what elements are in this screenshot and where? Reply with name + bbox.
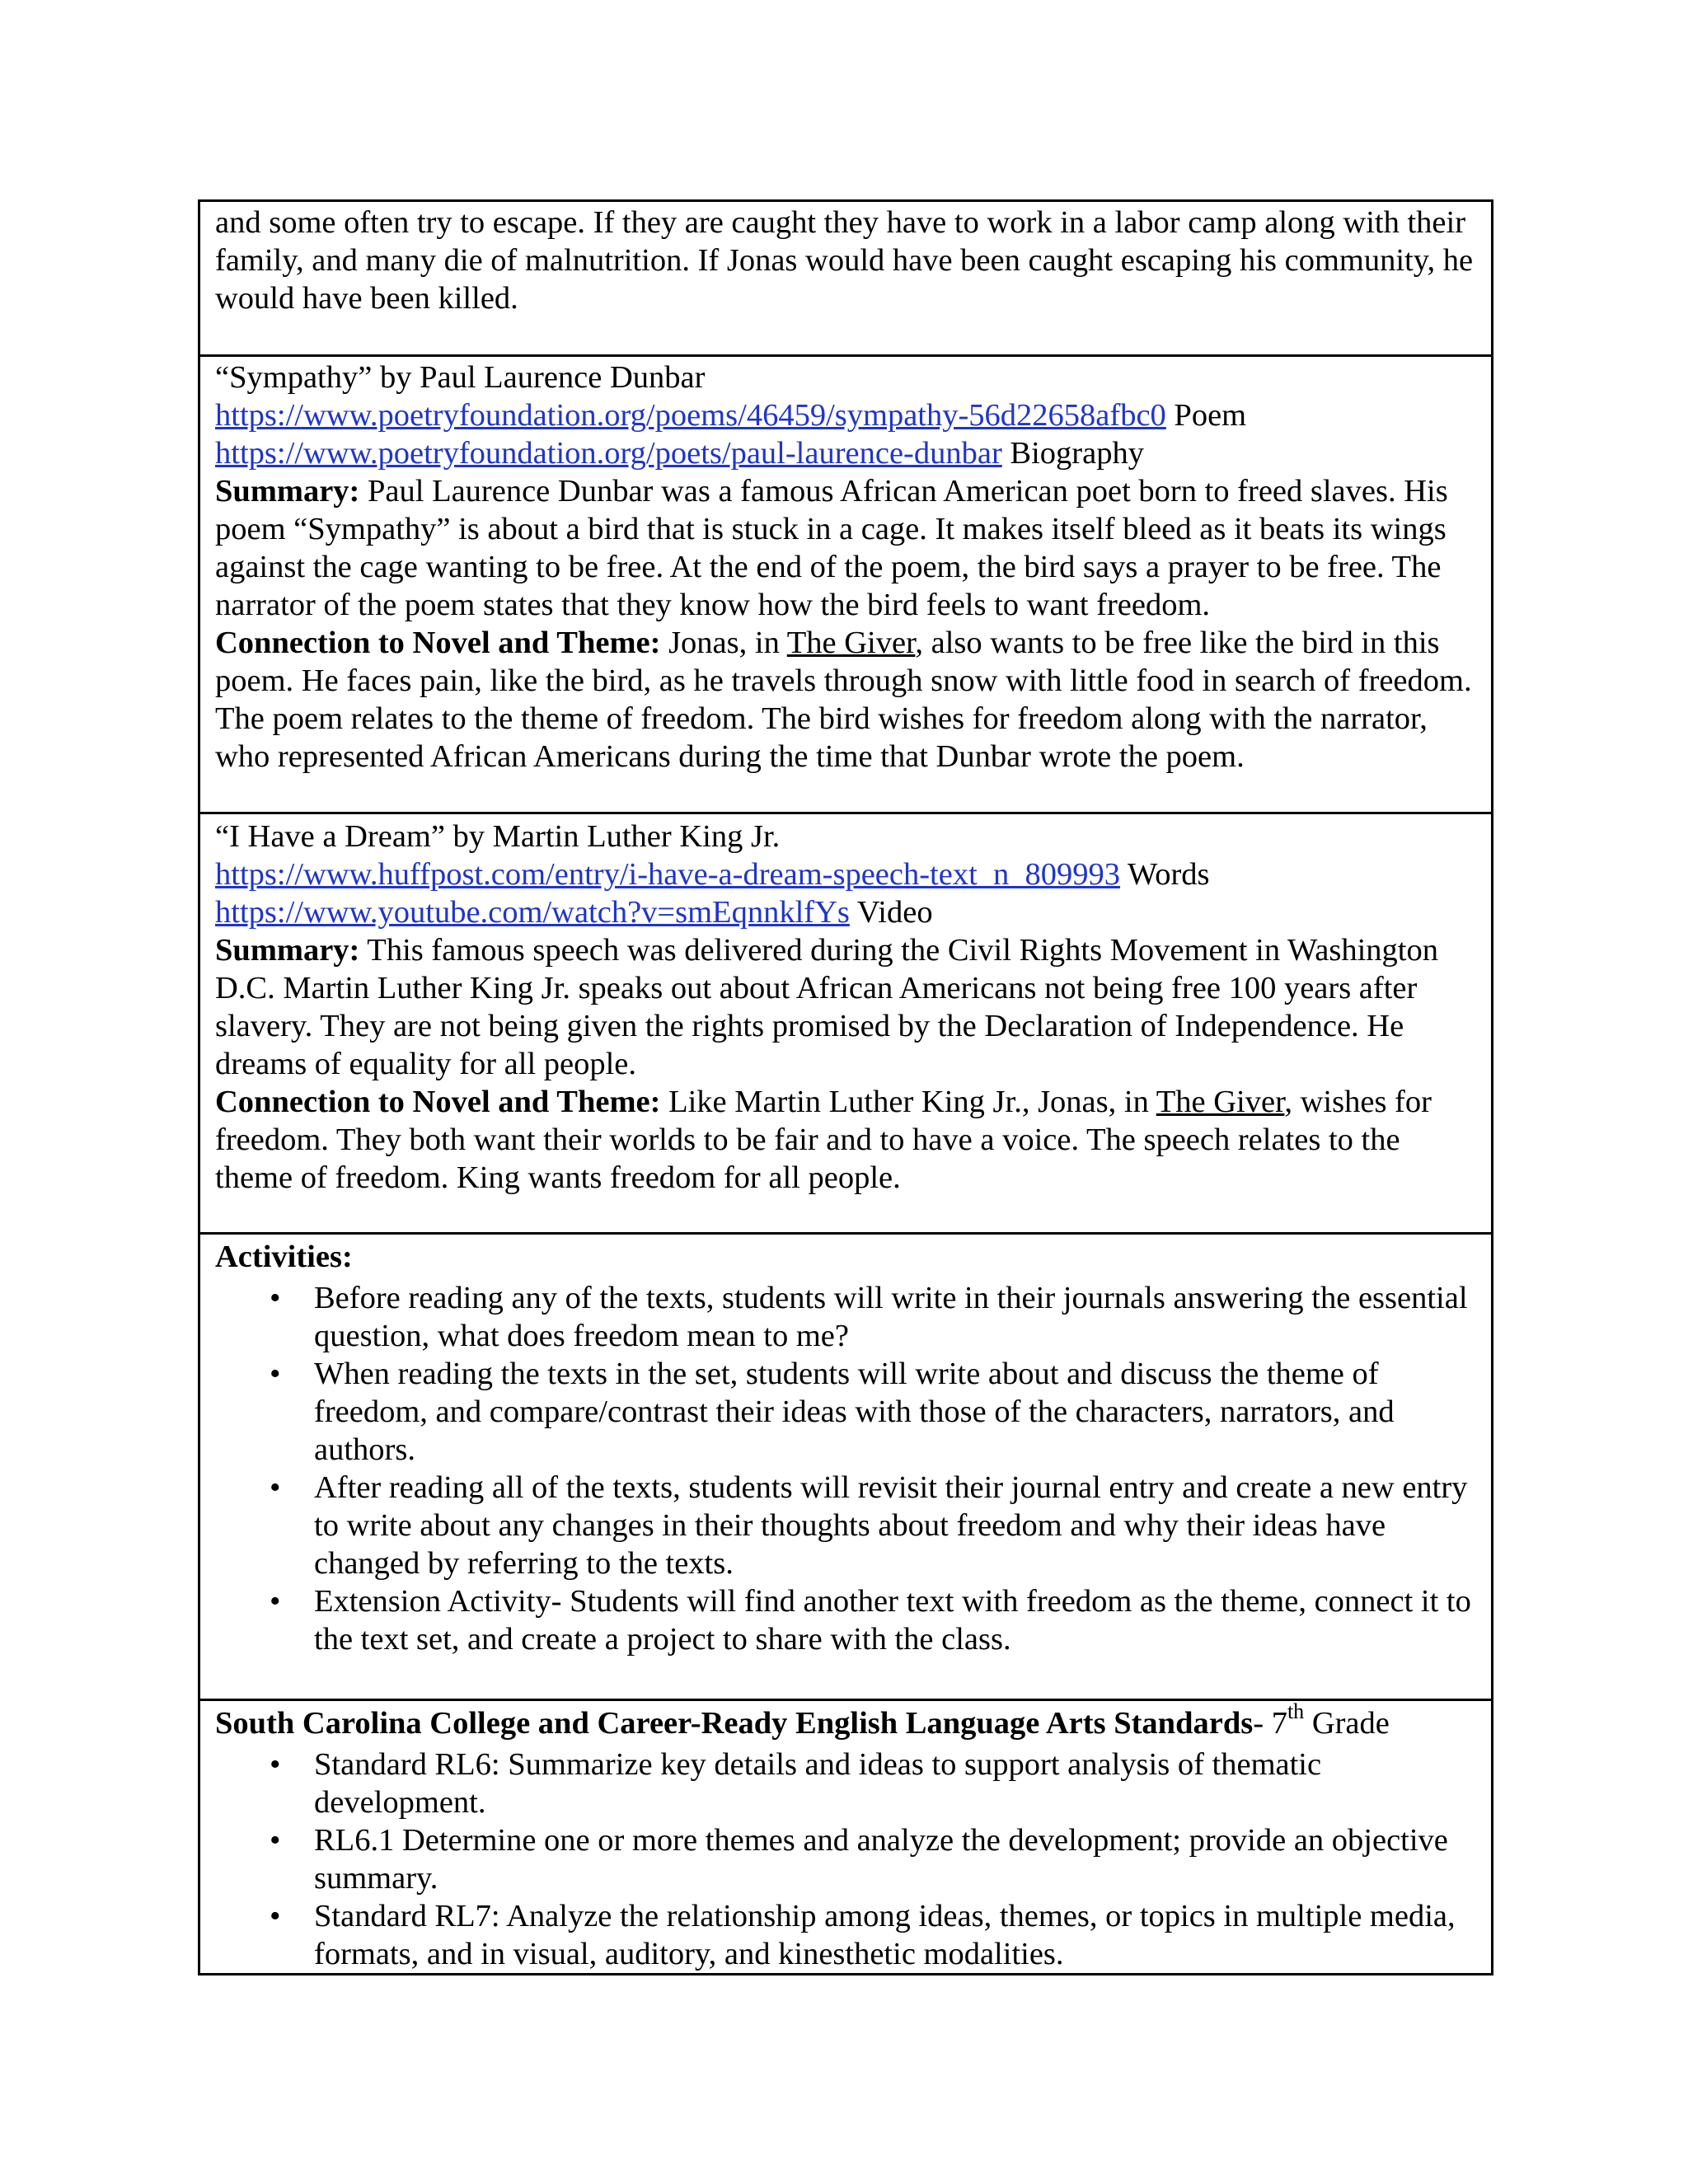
activities-cell: [200, 1235, 1491, 1701]
list-item: [215, 1355, 1476, 1469]
sympathy-poem-suffix: Poem: [1165, 398, 1247, 433]
bullet-icon: •: [270, 1899, 281, 1933]
connection-post: , wishes for freedom. They both want their worlds to be fair and to have a voice. The speech relates to the theme of freedom. King wants freedom for all people.: [215, 1085, 1432, 1195]
list-item-text: RL6.1 Determine one or more themes and analyze the development; provide an objective summary.: [314, 1823, 1448, 1896]
sympathy-connection: [215, 624, 1476, 776]
bullet-icon: •: [270, 1357, 281, 1391]
grade-ordinal: th: [1287, 1701, 1305, 1724]
dream-words-line: [215, 855, 1476, 893]
sympathy-summary: [215, 472, 1476, 624]
bullet-icon: •: [270, 1470, 281, 1505]
novel-title: The Giver: [786, 626, 916, 660]
sympathy-bio-suffix: Biography: [1001, 436, 1144, 471]
standards-heading: [215, 1701, 1476, 1742]
dream-heading: “I Have a Dream” by Martin Luther King Jr.: [215, 819, 781, 854]
list-item: [215, 1746, 1476, 1821]
list-item: [215, 1469, 1476, 1582]
activities-label-text: Activities:: [215, 1240, 353, 1274]
dream-connection: [215, 1083, 1476, 1197]
list-item: [215, 1897, 1476, 1973]
activities-list: [215, 1279, 1476, 1658]
bullet-icon: •: [270, 1584, 281, 1619]
list-item-text: After reading all of the texts, students will revisit their journal entry and create a new entry to write about any changes in their thoughts about freedom and why their ideas have changed by referring to the texts.: [314, 1470, 1468, 1581]
continuation-cell: [200, 202, 1491, 357]
continuation-text: and some often try to escape. If they are caught they have to work in a labor camp along with their family, and many die of malnutrition. If Jonas would have been caught escaping his community, he would have been killed.: [215, 205, 1474, 316]
list-item: [215, 1279, 1476, 1355]
dream-video-suffix: Video: [849, 895, 933, 930]
summary-text: Paul Laurence Dunbar was a famous African American poet born to freed slaves. His poem “Sympathy” is about a bird that is stuck in a cage. It makes itself bleed as it beats its wings against the cage wanting to be free. At the end of the poem, the bird says a prayer to be free. The narrator of the poem states that they know how the bird feels to want freedom.: [215, 474, 1448, 622]
sympathy-poem-line: [215, 396, 1476, 434]
dream-video-line: [215, 893, 1476, 931]
novel-title: The Giver: [1156, 1085, 1285, 1119]
sympathy-cell: [200, 357, 1491, 814]
dream-words-link[interactable]: https://www.huffpost.com/entry/i-have-a-dream-speech-text_n_809993: [215, 857, 1121, 892]
dream-summary: [215, 931, 1476, 1083]
sympathy-bio-line: [215, 434, 1476, 472]
grade-word: Grade: [1304, 1706, 1390, 1741]
list-item-text: When reading the texts in the set, students will write about and discuss the theme of freedom, and compare/contrast their ideas with those of the characters, narrators, and authors.: [314, 1357, 1395, 1467]
list-item-text: Standard RL7: Analyze the relationship among ideas, themes, or topics in multiple media, formats, and in visual, auditory, and kinesthetic modalities.: [314, 1899, 1456, 1971]
dream-words-suffix: Words: [1120, 857, 1210, 892]
dunbar-biography-link[interactable]: https://www.poetryfoundation.org/poets/paul-laurence-dunbar: [215, 436, 1002, 471]
summary-label: Summary:: [215, 474, 360, 509]
connection-pre: Like Martin Luther King Jr., Jonas, in: [660, 1085, 1156, 1119]
list-item-text: Before reading any of the texts, students will write in their journals answering the essential question, what does freedom mean to me?: [314, 1281, 1468, 1353]
summary-label: Summary:: [215, 933, 360, 968]
summary-text: This famous speech was delivered during the Civil Rights Movement in Washington D.C. Martin Luther King Jr. speaks out about African Americans not being free 100 years after slavery. They are not being given the rights promised by the Declaration of Independence. He dreams of equality for all people.: [215, 933, 1438, 1081]
bullet-icon: •: [270, 1747, 281, 1782]
list-item: [215, 1821, 1476, 1897]
bullet-icon: •: [270, 1281, 281, 1315]
sympathy-heading: “Sympathy” by Paul Laurence Dunbar: [215, 360, 706, 395]
bullet-icon: •: [270, 1823, 281, 1858]
connection-label: Connection to Novel and Theme:: [215, 1085, 661, 1119]
standards-list: [215, 1746, 1476, 1973]
list-item: [215, 1582, 1476, 1658]
connection-post: , also wants to be free like the bird in this poem. He faces pain, like the bird, as he travels through snow with little food in search of freedom. The poem relates to the theme of freedom. The bird wishes for freedom along with the narrator, who represented African Americans during the time that Dunbar wrote the poem.: [215, 626, 1472, 774]
standards-suffix: - 7: [1253, 1706, 1287, 1741]
activities-label: [215, 1238, 1476, 1276]
standards-cell: [200, 1701, 1491, 1973]
list-item-text: Standard RL6: Summarize key details and ideas to support analysis of thematic development.: [314, 1747, 1322, 1820]
connection-pre: Jonas, in: [660, 626, 787, 660]
sympathy-poem-link[interactable]: https://www.poetryfoundation.org/poems/46459/sympathy-56d22658afbc0: [215, 398, 1166, 433]
standards-label: South Carolina College and Career-Ready English Language Arts Standards: [215, 1706, 1254, 1741]
dream-video-link[interactable]: https://www.youtube.com/watch?v=smEqnnklfYs: [215, 895, 850, 930]
lesson-table: [198, 199, 1493, 1975]
connection-label: Connection to Novel and Theme:: [215, 626, 661, 660]
dream-cell: [200, 814, 1491, 1235]
list-item-text: Extension Activity- Students will find another text with freedom as the theme, connect it to the text set, and create a project to share with the class.: [314, 1584, 1471, 1657]
